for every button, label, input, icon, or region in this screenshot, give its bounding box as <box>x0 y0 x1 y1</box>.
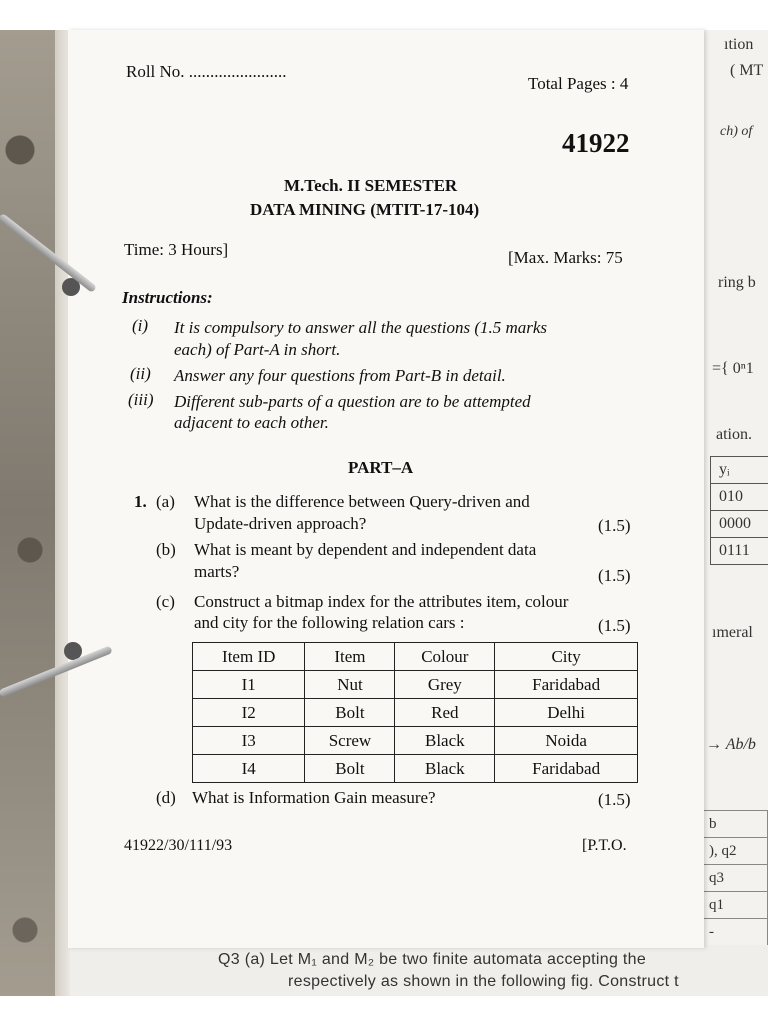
question-number: 1. <box>134 492 147 511</box>
table-cell: Red <box>395 699 495 727</box>
exam-sheet <box>68 30 704 948</box>
table-cell: Black <box>395 727 495 755</box>
max-marks: [Max. Marks: 75 <box>508 248 623 267</box>
question-text: marts? <box>194 562 240 581</box>
underlying-table-cell: b <box>700 810 768 838</box>
instruction-text: Answer any four questions from Part-B in detail. <box>174 366 506 385</box>
table-cell: I3 <box>193 727 305 755</box>
question-text: Construct a bitmap index for the attributes item, colour <box>194 592 569 611</box>
underlying-fragment: ation. <box>716 426 752 443</box>
underlying-table-cell: - <box>700 919 768 946</box>
table-cell: Bolt <box>305 755 395 783</box>
table-cell: I4 <box>193 755 305 783</box>
table-cell: Nut <box>305 671 395 699</box>
underlying-fragment: ( MT <box>730 62 764 79</box>
instruction-text: Different sub-parts of a question are to be attempted <box>174 392 531 411</box>
table-row <box>193 699 638 727</box>
roll-number-field: Roll No. ....................... <box>126 62 287 81</box>
table-cell: Grey <box>395 671 495 699</box>
question-text: What is meant by dependent and independent data <box>194 540 537 559</box>
instructions-heading: Instructions: <box>122 288 213 307</box>
instruction-number: (iii) <box>128 390 154 409</box>
subject-heading: DATA MINING (MTIT-17-104) <box>250 200 480 219</box>
question-text: What is Information Gain measure? <box>192 788 436 807</box>
underlying-fragment: → Ab/b <box>706 736 756 753</box>
semester-heading: M.Tech. II SEMESTER <box>284 176 458 195</box>
underlying-fragment: ch) of <box>720 124 753 139</box>
underlying-table-cell: yᵢ <box>710 457 768 484</box>
question-marks: (1.5) <box>598 616 631 635</box>
underlying-question-line: respectively as shown in the following fig. Construct t <box>288 973 679 990</box>
table-row <box>193 671 638 699</box>
table-header-cell: City <box>495 643 638 671</box>
total-pages: Total Pages : 4 <box>528 74 629 93</box>
underlying-table-cell: q1 <box>700 892 768 919</box>
question-label: (c) <box>156 592 175 611</box>
underlying-fragment: ={ 0ⁿ1 <box>712 360 754 377</box>
underlying-question-line: Q3 (a) Let M₁ and M₂ be two finite automata accepting the <box>218 951 647 968</box>
underlying-fragment: ımeral <box>712 624 753 641</box>
question-text: Update-driven approach? <box>194 514 367 533</box>
question-marks: (1.5) <box>598 516 631 535</box>
question-label: (a) <box>156 492 175 511</box>
instruction-text: It is compulsory to answer all the questions (1.5 marks <box>174 318 548 337</box>
instruction-number: (i) <box>132 316 149 335</box>
exam-duration: Time: 3 Hours] <box>124 240 229 259</box>
paper-code: 41922 <box>562 128 630 158</box>
table-cell: Noida <box>495 727 638 755</box>
underlying-fragment: ring b <box>718 274 756 291</box>
table-cell: Screw <box>305 727 395 755</box>
underlying-table-cell: q3 <box>700 865 768 892</box>
table-cell: I2 <box>193 699 305 727</box>
table-row <box>193 755 638 783</box>
question-label: (d) <box>156 788 176 807</box>
table-cell: Faridabad <box>495 671 638 699</box>
question-marks: (1.5) <box>598 566 631 585</box>
table-cell: Bolt <box>305 699 395 727</box>
footer-code: 41922/30/111/93 <box>124 837 233 854</box>
underlying-table <box>700 810 768 946</box>
question-text: and city for the following relation cars : <box>194 613 465 632</box>
table-header-cell: Item ID <box>193 643 305 671</box>
table-header-cell: Colour <box>395 643 495 671</box>
underlying-table-cell: 0111 <box>710 538 768 565</box>
table-cell: Delhi <box>495 699 638 727</box>
table-header-cell: Item <box>305 643 395 671</box>
table-cell: Faridabad <box>495 755 638 783</box>
underlying-table-cell: 010 <box>710 484 768 511</box>
underlying-table-cell: ), q2 <box>700 838 768 865</box>
underlying-table <box>710 456 768 565</box>
instruction-number: (ii) <box>130 364 151 383</box>
question-marks: (1.5) <box>598 790 631 809</box>
table-cell: I1 <box>193 671 305 699</box>
instruction-text: each) of Part-A in short. <box>174 340 341 359</box>
part-heading: PART–A <box>348 458 414 477</box>
underlying-page-bottom <box>70 945 768 996</box>
table-header-row <box>193 643 638 671</box>
cars-relation-table <box>192 642 638 783</box>
question-text: What is the difference between Query-driven and <box>194 492 530 511</box>
question-label: (b) <box>156 540 176 559</box>
table-cell: Black <box>395 755 495 783</box>
pto-note: [P.T.O. <box>582 837 627 854</box>
table-row <box>193 727 638 755</box>
underlying-fragment: ıtion <box>724 36 754 53</box>
underlying-table-cell: 0000 <box>710 511 768 538</box>
instruction-text: adjacent to each other. <box>174 413 329 432</box>
